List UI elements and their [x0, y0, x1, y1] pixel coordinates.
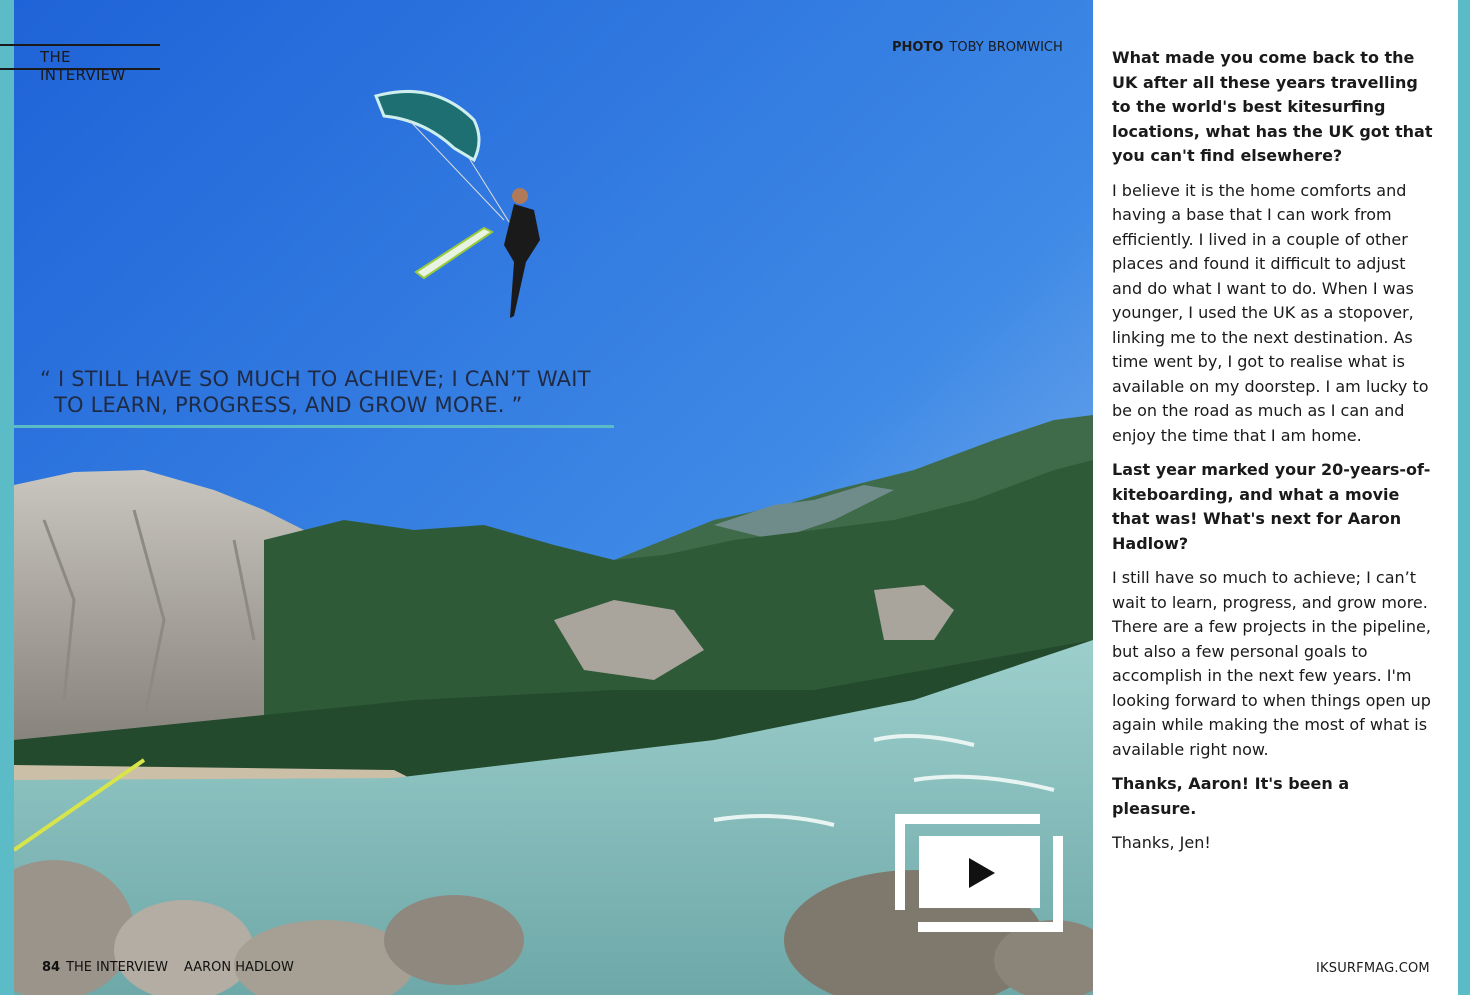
left-accent-bar [0, 0, 14, 995]
question-3: Thanks, Aaron! It's been a pleasure. [1112, 774, 1350, 818]
section-label-text: THE INTERVIEW [40, 48, 126, 84]
photo-credit-name: TOBY BROMWICH [949, 40, 1063, 55]
footer-subject: AARON HADLOW [184, 960, 294, 975]
section-label [0, 44, 160, 84]
play-icon [969, 858, 995, 888]
right-accent-bar [1458, 0, 1470, 995]
answer-2: I still have so much to achieve; I can’t wait to learn, progress, and grow more. There are a few projects in the pipeline, but also a few personal goals to accomplish in the next few years. I'm looking forward to when things open up again while making the most of what is available right now. [1112, 568, 1431, 759]
answer-3: Thanks, Jen! [1112, 833, 1211, 852]
page-number: 84 [42, 960, 61, 975]
question-1: What made you come back to the UK after all these years travelling to the world's best kitesurfing locations, what has the UK got that you can't find elsewhere? [1112, 48, 1433, 165]
question-2: Last year marked your 20-years-of-kiteboarding, and what a movie that was! What's next for Aaron Hadlow? [1112, 460, 1431, 553]
photo-credit-label: PHOTO [892, 40, 944, 55]
footer-left [42, 960, 294, 975]
site-url[interactable]: IKSURFMAG.COM [1316, 961, 1430, 976]
footer-section: THE INTERVIEW [66, 960, 168, 975]
pull-quote-line-1: “ I STILL HAVE SO MUCH TO ACHIEVE; I CAN’T WAIT [40, 367, 591, 391]
photo-credit [892, 40, 1063, 55]
pull-quote-line-2: TO LEARN, PROGRESS, AND GROW MORE. ” [54, 393, 523, 417]
article-column [1112, 46, 1434, 866]
answer-1: I believe it is the home comforts and having a base that I can work from efficiently. I lived in a couple of other places and found it difficult to adjust and do what I want to do. When I was younger, I used the UK as a stopover, linking me to the next destination. As time went by, I got to realise what is available on my doorstep. I am lucky to be on the road as much as I can and enjoy the time that I am home. [1112, 180, 1429, 445]
pull-quote-rule [14, 425, 614, 428]
pull-quote [40, 366, 620, 418]
video-play-button[interactable] [895, 814, 1063, 932]
